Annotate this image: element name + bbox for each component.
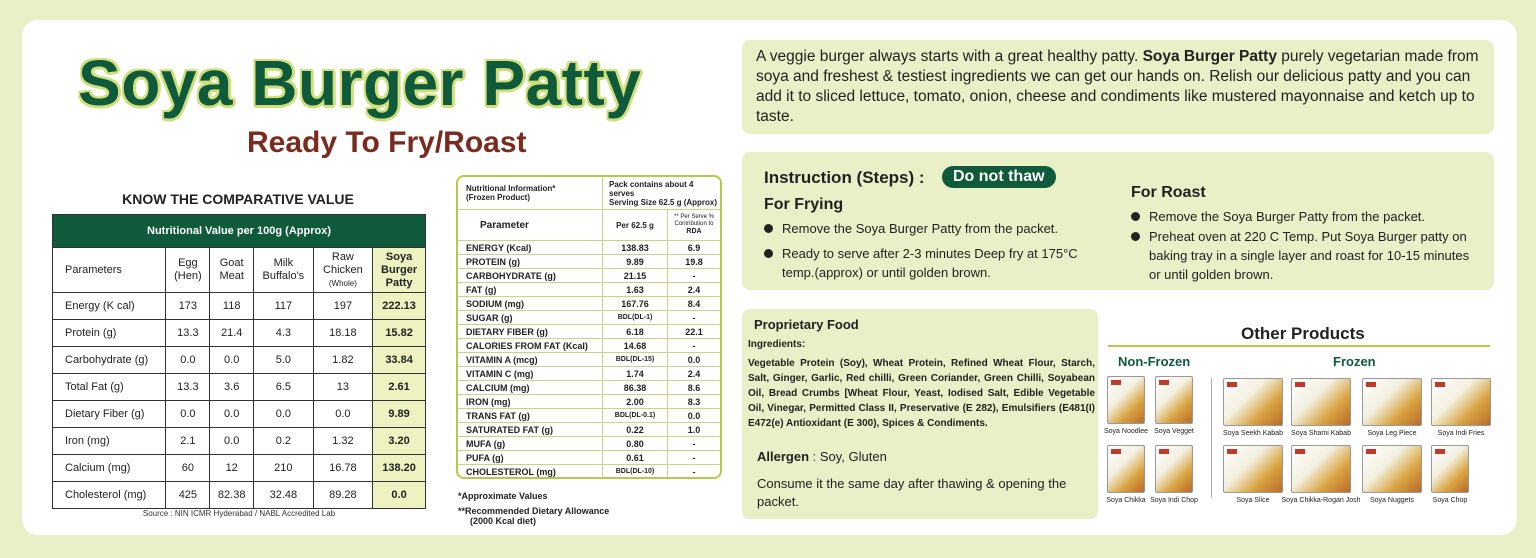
comparative-table — [52, 214, 426, 509]
row-value: 0.0 — [166, 347, 210, 374]
row-value: 197 — [313, 293, 373, 320]
comparative-row — [53, 401, 426, 428]
product-label: Soya Indi Fries — [1437, 430, 1485, 437]
nutrient-name: VITAMIN A (mcg) — [458, 353, 603, 367]
product-package-image — [1107, 376, 1145, 424]
roast-steps — [1131, 207, 1476, 290]
nutrient-value: - — [668, 339, 721, 353]
row-value: 0.0 — [210, 428, 254, 455]
product-package-image — [1431, 445, 1469, 493]
product-package-image — [1107, 445, 1145, 493]
roast-step: Remove the Soya Burger Patty from the packet. — [1131, 207, 1476, 226]
nutrient-name: CARBOHYDRATE (g) — [458, 269, 603, 283]
row-value: 173 — [166, 293, 210, 320]
nutrient-name: IRON (mg) — [458, 395, 603, 409]
product-label: Soya Chikka-Rogan Josh — [1281, 497, 1361, 504]
nutrient-name: CHOLESTEROL (mg) — [458, 465, 603, 479]
nutrient-value: BDL(DL-0.1) — [603, 409, 668, 423]
product-package-image — [1362, 378, 1422, 426]
row-value: 9.89 — [373, 401, 426, 428]
row-value: 0.2 — [254, 428, 314, 455]
nutrient-value: - — [668, 269, 721, 283]
nutrient-value: 86.38 — [603, 381, 668, 395]
nutrient-value: 0.0 — [668, 353, 721, 367]
product-package-image — [1362, 445, 1422, 493]
nutrition-row — [458, 269, 720, 283]
nutrition-row — [458, 311, 720, 325]
product-package-image — [1155, 376, 1193, 424]
row-value: 5.0 — [254, 347, 314, 374]
product-label: Soya Chikka — [1106, 497, 1146, 504]
product-label: Soya Leg Piece — [1367, 430, 1417, 437]
product-item[interactable] — [1280, 445, 1362, 504]
frying-step: Ready to serve after 2-3 minutes Deep fry at 175°C temp.(approx) or until golden brown. — [764, 244, 1094, 282]
row-value: 0.0 — [166, 401, 210, 428]
row-value: 3.6 — [210, 374, 254, 401]
col-header-goat: Goat Meat — [210, 248, 254, 293]
product-item[interactable] — [1144, 376, 1204, 435]
nutrient-value: 1.0 — [668, 423, 721, 437]
comparative-row — [53, 320, 426, 347]
comparative-heading: KNOW THE COMPARATIVE VALUE — [122, 191, 354, 207]
nutrient-value: 8.6 — [668, 381, 721, 395]
nutrition-table — [458, 177, 720, 479]
roast-step: Preheat oven at 220 C Temp. Put Soya Burger patty on baking tray in a single layer and roast for 10-15 minutes or until golden brown. — [1131, 227, 1476, 284]
row-value: 0.0 — [210, 347, 254, 374]
row-value: 21.4 — [210, 320, 254, 347]
nutrient-name: TRANS FAT (g) — [458, 409, 603, 423]
nutrition-row — [458, 325, 720, 339]
nutrition-per-header: Per 62.5 g — [603, 210, 668, 241]
pack-info: Pack contains about 4 serves Serving Size 62.5 g (Approx) — [603, 177, 721, 210]
nutrient-name: PUFA (g) — [458, 451, 603, 465]
nutrition-row — [458, 241, 720, 255]
row-value: 1.32 — [313, 428, 373, 455]
col-header-soya: Soya Burger Patty — [373, 248, 426, 293]
nutrient-value: 0.22 — [603, 423, 668, 437]
product-item[interactable] — [1144, 445, 1204, 504]
consume-note: Consume it the same day after thawing & opening the packet. — [757, 476, 1067, 509]
col-header-egg: Egg (Hen) — [166, 248, 210, 293]
frying-steps — [764, 219, 1094, 288]
product-label: Soya Slice — [1236, 497, 1270, 504]
comparative-row — [53, 482, 426, 509]
nutrient-value: 2.00 — [603, 395, 668, 409]
row-value: 13 — [313, 374, 373, 401]
nutrient-name: CALCIUM (mg) — [458, 381, 603, 395]
product-package-image — [1223, 445, 1283, 493]
nutrient-value: 22.1 — [668, 325, 721, 339]
nutrient-name: SUGAR (g) — [458, 311, 603, 325]
product-package-image — [1155, 445, 1193, 493]
nutrition-row — [458, 381, 720, 395]
nutrition-row — [458, 297, 720, 311]
row-value: 117 — [254, 293, 314, 320]
nutrition-row — [458, 283, 720, 297]
comparative-table-title: Nutritional Value per 100g (Approx) — [53, 215, 426, 248]
row-value: 118 — [210, 293, 254, 320]
ingredients-title: Ingredients: — [748, 339, 806, 350]
row-parameter: Cholesterol (mg) — [53, 482, 166, 509]
row-value: 89.28 — [313, 482, 373, 509]
row-value: 18.18 — [313, 320, 373, 347]
instructions-heading: Instruction (Steps) : — [764, 168, 925, 187]
product-item[interactable] — [1420, 445, 1480, 504]
allergen-line: Allergen : Soy, Gluten — [757, 449, 887, 464]
nutrition-row — [458, 353, 720, 367]
row-value: 1.82 — [313, 347, 373, 374]
row-value: 15.82 — [373, 320, 426, 347]
nutrient-value: 6.18 — [603, 325, 668, 339]
product-label: Soya Chop — [1432, 497, 1468, 504]
row-value: 12 — [210, 455, 254, 482]
row-value: 425 — [166, 482, 210, 509]
nutrient-value: 6.9 — [668, 241, 721, 255]
row-value: 4.3 — [254, 320, 314, 347]
row-value: 210 — [254, 455, 314, 482]
nutrition-param-header: Parameter — [458, 210, 603, 241]
nutrition-row — [458, 255, 720, 269]
nutrition-row — [458, 409, 720, 423]
product-label: Soya Vegget — [1154, 428, 1194, 435]
divider-line — [1108, 345, 1490, 347]
product-item[interactable] — [1280, 378, 1362, 437]
row-parameter: Calcium (mg) — [53, 455, 166, 482]
comparative-row — [53, 374, 426, 401]
nutrition-row — [458, 339, 720, 353]
row-parameter: Iron (mg) — [53, 428, 166, 455]
row-value: 32.48 — [254, 482, 314, 509]
page-subtitle: Ready To Fry/Roast — [247, 126, 527, 159]
nutrient-value: 2.4 — [668, 367, 721, 381]
roast-title: For Roast — [1131, 184, 1206, 201]
col-header-chicken: Raw Chicken (Whole) — [313, 248, 373, 293]
approx-note: *Approximate Values — [458, 491, 548, 501]
row-value: 60 — [166, 455, 210, 482]
row-value: 0.0 — [210, 401, 254, 428]
nutrition-row — [458, 423, 720, 437]
nutrient-value: 138.83 — [603, 241, 668, 255]
row-value: 33.84 — [373, 347, 426, 374]
nutrient-value: BDL(DL-15) — [603, 353, 668, 367]
product-label: Soya Nuggets — [1370, 497, 1414, 504]
product-package-image — [1431, 378, 1491, 426]
col-header-milk: Milk Buffalo's — [254, 248, 314, 293]
nutrition-row — [458, 451, 720, 465]
product-label: Soya Indi Chop — [1150, 497, 1198, 504]
row-parameter: Protein (g) — [53, 320, 166, 347]
comparative-row — [53, 293, 426, 320]
row-parameter: Carbohydrate (g) — [53, 347, 166, 374]
source-note: Source : NIN ICMR Hyderabad / NABL Accredited Lab — [142, 509, 336, 518]
nutrient-value: 19.8 — [668, 255, 721, 269]
nutrient-value: - — [668, 311, 721, 325]
nutrition-row — [458, 437, 720, 451]
row-value: 2.1 — [166, 428, 210, 455]
nutrition-info-label: Nutritional Information* (Frozen Product) — [458, 177, 603, 210]
nutrient-value: BDL(DL-1) — [603, 311, 668, 325]
nutrition-row — [458, 465, 720, 479]
nutrient-value: - — [668, 451, 721, 465]
description-box — [742, 40, 1494, 134]
product-item[interactable] — [1420, 378, 1502, 437]
nutrient-value: 14.68 — [603, 339, 668, 353]
proprietary-box — [742, 309, 1098, 519]
frying-step: Remove the Soya Burger Patty from the packet. — [764, 219, 1094, 238]
nutrient-name: DIETARY FIBER (g) — [458, 325, 603, 339]
frozen-label: Frozen — [1333, 354, 1376, 369]
proprietary-title: Proprietary Food — [754, 317, 859, 332]
product-label: Soya Seekh Kabab — [1223, 430, 1283, 437]
ingredients-text: Vegetable Protein (Soy), Wheat Protein, Refined Wheat Flour, Starch, Salt, Ginger, Garlic, Red chilli, Green Coriander, Green Chilli, Soyabean Oil, Bread Crumbs [Wheat Flour, Yeast, Iodised Salt, Edible Vegetable Oil, Vinegar, Permitted Class II, Preservative (E 282), Emulsifiers (E481(I) E472(e) Antioxidant (E 300), Spices & Condiments. — [748, 358, 1095, 429]
nutrient-value: 2.4 — [668, 283, 721, 297]
product-package-image — [1223, 378, 1283, 426]
description-text: A veggie burger always starts with a great healthy patty. Soya Burger Patty purely vegetarian made from soya and freshest & testiest ingredients we can get our hands on. Relish our delicious patty and you can add it to sliced lettuce, tomato, onion, cheese and condiments like mustered mayonnaise and ketch up to taste. — [756, 48, 1479, 125]
row-parameter: Energy (K cal) — [53, 293, 166, 320]
row-value: 222.13 — [373, 293, 426, 320]
nutrient-value: 21.15 — [603, 269, 668, 283]
nutrient-name: FAT (g) — [458, 283, 603, 297]
product-package-image — [1291, 445, 1351, 493]
row-parameter: Total Fat (g) — [53, 374, 166, 401]
rda-note: **Recommended Dietary Allowance (2000 Kcal diet) — [458, 506, 610, 526]
nutrient-name: CALORIES FROM FAT (Kcal) — [458, 339, 603, 353]
page-title: Soya Burger Patty — [78, 47, 642, 119]
row-value: 82.38 — [210, 482, 254, 509]
nutrient-name: VITAMIN C (mg) — [458, 367, 603, 381]
row-parameter: Dietary Fiber (g) — [53, 401, 166, 428]
nutrient-value: 0.61 — [603, 451, 668, 465]
row-value: 0.0 — [313, 401, 373, 428]
nutrition-info-box — [456, 175, 722, 479]
row-value: 0.0 — [254, 401, 314, 428]
row-value: 13.3 — [166, 374, 210, 401]
do-not-thaw-badge: Do not thaw — [942, 166, 1056, 188]
nutrient-value: 0.0 — [668, 409, 721, 423]
nutrition-rda-header: ** Per Serve % Contribution to RDA — [668, 210, 721, 241]
nutrient-value: 8.4 — [668, 297, 721, 311]
col-header-parameters: Parameters — [53, 248, 166, 293]
product-label: Soya Noodlee — [1104, 428, 1148, 435]
nutrient-name: SODIUM (mg) — [458, 297, 603, 311]
comparative-row — [53, 455, 426, 482]
nutrient-value: - — [668, 465, 721, 479]
frying-title: For Frying — [764, 196, 844, 213]
instructions-box — [742, 152, 1494, 290]
nutrition-row — [458, 367, 720, 381]
row-value: 0.0 — [373, 482, 426, 509]
nutrient-value: BDL(DL-10) — [603, 465, 668, 479]
nutrient-value: 1.74 — [603, 367, 668, 381]
row-value: 3.20 — [373, 428, 426, 455]
nutrient-value: 0.80 — [603, 437, 668, 451]
product-package-image — [1291, 378, 1351, 426]
comparative-row — [53, 428, 426, 455]
nutrient-value: - — [668, 437, 721, 451]
nutrient-name: SATURATED FAT (g) — [458, 423, 603, 437]
nutrient-value: 9.89 — [603, 255, 668, 269]
row-value: 6.5 — [254, 374, 314, 401]
product-label: Soya Shami Kabab — [1291, 430, 1351, 437]
nutrient-name: ENERGY (Kcal) — [458, 241, 603, 255]
row-value: 16.78 — [313, 455, 373, 482]
nutrient-value: 8.3 — [668, 395, 721, 409]
nutrient-value: 1.63 — [603, 283, 668, 297]
nutrient-name: PROTEIN (g) — [458, 255, 603, 269]
nutrient-name: MUFA (g) — [458, 437, 603, 451]
non-frozen-label: Non-Frozen — [1118, 354, 1191, 369]
row-value: 138.20 — [373, 455, 426, 482]
row-value: 13.3 — [166, 320, 210, 347]
nutrition-row — [458, 395, 720, 409]
comparative-row — [53, 347, 426, 374]
nutrient-value: 167.76 — [603, 297, 668, 311]
other-products-title: Other Products — [1241, 324, 1365, 343]
row-value: 2.61 — [373, 374, 426, 401]
